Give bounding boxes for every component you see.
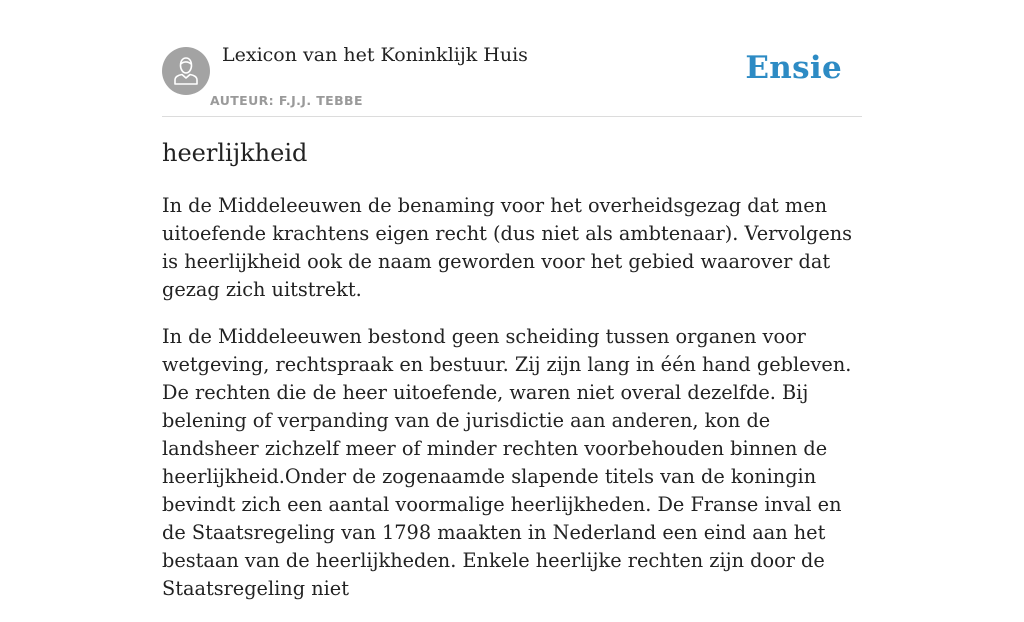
book-title[interactable]: Lexicon van het Koninklijk Huis <box>222 44 528 66</box>
brand-logo[interactable]: Ensie <box>745 50 842 86</box>
author-label[interactable]: AUTEUR: F.J.J. TEBBE <box>210 93 363 108</box>
user-icon <box>162 47 210 95</box>
paragraph: In de Middeleeuwen bestond geen scheiding tussen organen voor wetgeving, rechtspraak en bestuur. Zij zijn lang in één hand gebleven. De rechten die de heer uitoefende, waren niet overal dezelfde. Bij belening of verpanding van de jurisdictie aan anderen, kon de landsheer zichzelf meer of minder rechten voorbehouden binnen de heerlijkheid.Onder de zogenaamde slapende titels van de koningin bevindt zich een aantal voormalige heerlijkheden. De Franse inval en de Staatsregeling van 1798 maakten in Nederland een eind aan het bestaan van de heerlijkheden. Enkele heerlijke rechten zijn door de Staatsregeling niet <box>162 325 852 600</box>
paragraph: In de Middeleeuwen de benaming voor het overheidsgezag dat men uitoefende krachtens eigen recht (dus niet als ambtenaar). Vervolgens is heerlijkheid ook de naam geworden voor het gebied waarover dat gezag zich uitstrekt. <box>162 194 853 301</box>
entry-content <box>162 192 862 622</box>
author-avatar[interactable] <box>162 47 210 95</box>
header <box>162 0 862 117</box>
article-page <box>162 0 862 600</box>
entry-title: heerlijkheid <box>162 139 308 167</box>
